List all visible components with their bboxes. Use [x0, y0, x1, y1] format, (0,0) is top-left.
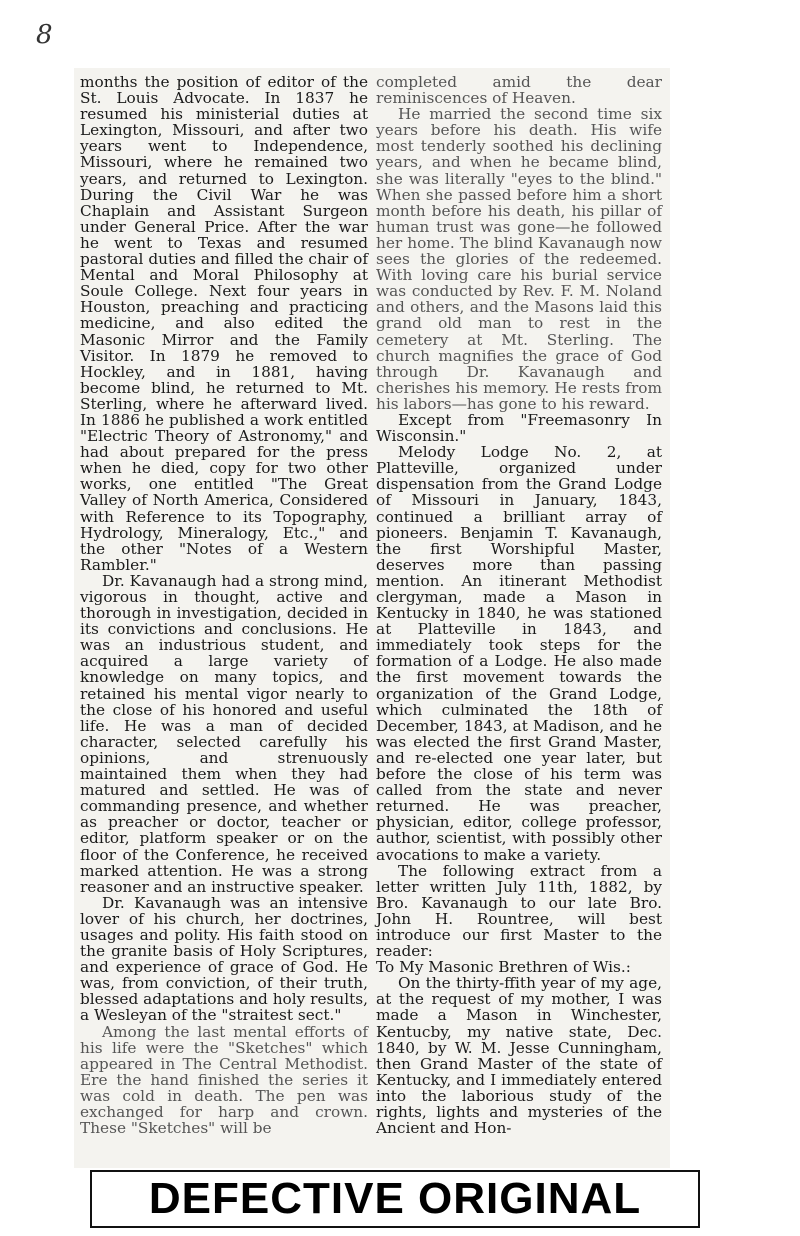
letter-salutation: To My Masonic Brethren of Wis.:: [376, 958, 631, 977]
defective-original-banner: [90, 1170, 700, 1228]
left-column: [80, 74, 368, 1136]
paragraph: months the position of editor of the St. Louis Advocate. In 1837 he resumed his ministerial duties at Lexington, Missouri, and after two years went to Independence, Missouri, where he remained two years, and returned to Lexington. During the Civil War he was Chaplain and Assistant Surgeon under General Price. After the war he went to Texas and resumed pastoral duties and filled the chair of Mental and Moral Philosophy at Soule College. Next four years in Houston, preaching and practicing medicine, and also edited the Masonic Mirror and the Family Visitor. In 1879 he removed to Hockley, and in 1881, having become blind, he returned to Mt. Sterling, where he afterward lived. In 1886 he published a work entitled "Electric Theory of Astronomy," and had about prepared for the press when he died, copy for two other works, one entitled "The Great Valley of North America, Considered with Reference to its Topography, Hydrology, Mineralogy, Etc.," and the other "Notes of a Western Rambler.": [80, 73, 368, 574]
section-heading: Except from "Freemasonry In Wisconsin.": [376, 410, 662, 446]
paragraph: Dr. Kavanaugh had a strong mind, vigorous in thought, active and thorough in investigation, decided in its convictions and conclusions. He was an industrious student, and acquired a large variety of knowledge on many topics, and retained his mental vigor nearly to the close of his honored and useful life. He was a man of decided character, selected carefully his opinions, and strenuously maintained them when they had matured and settled. He was of commanding presence, and whether as preacher or doctor, teacher or editor, platform speaker or on the floor of the Conference, he received marked attention. He was a strong reasoner and an instructive speaker.: [80, 571, 368, 896]
paragraph: Among the last mental efforts of his life were the "Sketches" which appeared in The Central Methodist. Ere the hand finished the series it was cold in death. The pen was exchanged for harp and crown. These "Sketches" will be: [80, 1022, 368, 1138]
paragraph: The following extract from a letter written July 11th, 1882, by Bro. Kavanaugh to our late Bro. John H. Rountree, will best introduce our first Master to the reader:: [376, 861, 662, 961]
page-number: 8: [36, 20, 53, 50]
paragraph: Melody Lodge No. 2, at Platteville, organized under dispensation from the Grand Lodge of Missouri in January, 1843, continued a brilliant array of pioneers. Benjamin T. Kavanaugh, the first Worshipful Master, deserves more than passing mention. An itinerant Methodist clergyman, made a Mason in Kentucky in 1840, he was stationed at Platteville in 1843, and immediately took steps for the formation of a Lodge. He also made the first movement towards the organization of the Grand Lodge, which culminated the 18th of December, 1843, at Madison, and he was elected the first Grand Master, and re-elected one year later, but before the close of his term was called from the state and never returned. He was preacher, physician, editor, college professor, author, scientist, with possibly other avocations to make a variety.: [376, 443, 662, 864]
right-column: [376, 74, 662, 1136]
paragraph: He married the second time six years before his death. His wife most tenderly soothed his declining years, and when he became blind, she was literally "eyes to the blind." When she passed before him a short month before his death, his pillar of human trust was gone—he followed her home. The blind Kavanaugh now sees the glories of the redeemed. With loving care his burial service was conducted by Rev. F. M. Noland and others, and the Masons laid this grand old man to rest in the cemetery at Mt. Sterling. The church magnifies the grace of God through Dr. Kavanaugh and cherishes his memory. He rests from his labors—has gone to his reward.: [376, 105, 662, 413]
paragraph: On the thirty-ffith year of my age, at the request of my mother, I was made a Mason in Winchester, Kentucby, my native state, Dec. 1840, by W. M. Jesse Cunningham, then Grand Master of the state of Kentucky, and I immediately entered into the laborious study of the rights, lights and mysteries of the Ancient and Hon-: [376, 974, 662, 1138]
paragraph: Dr. Kavanaugh was an intensive lover of his church, her doctrines, usages and polity. His faith stood on the granite basis of Holy Scriptures, and experience of grace of God. He was, from conviction, of their truth, blessed adaptations and holy results, a Wesleyan of the "straitest sect.": [80, 893, 368, 1025]
paragraph: completed amid the dear reminiscences of Heaven.: [376, 73, 662, 108]
banner-text: DEFECTIVE ORIGINAL: [148, 1174, 642, 1223]
